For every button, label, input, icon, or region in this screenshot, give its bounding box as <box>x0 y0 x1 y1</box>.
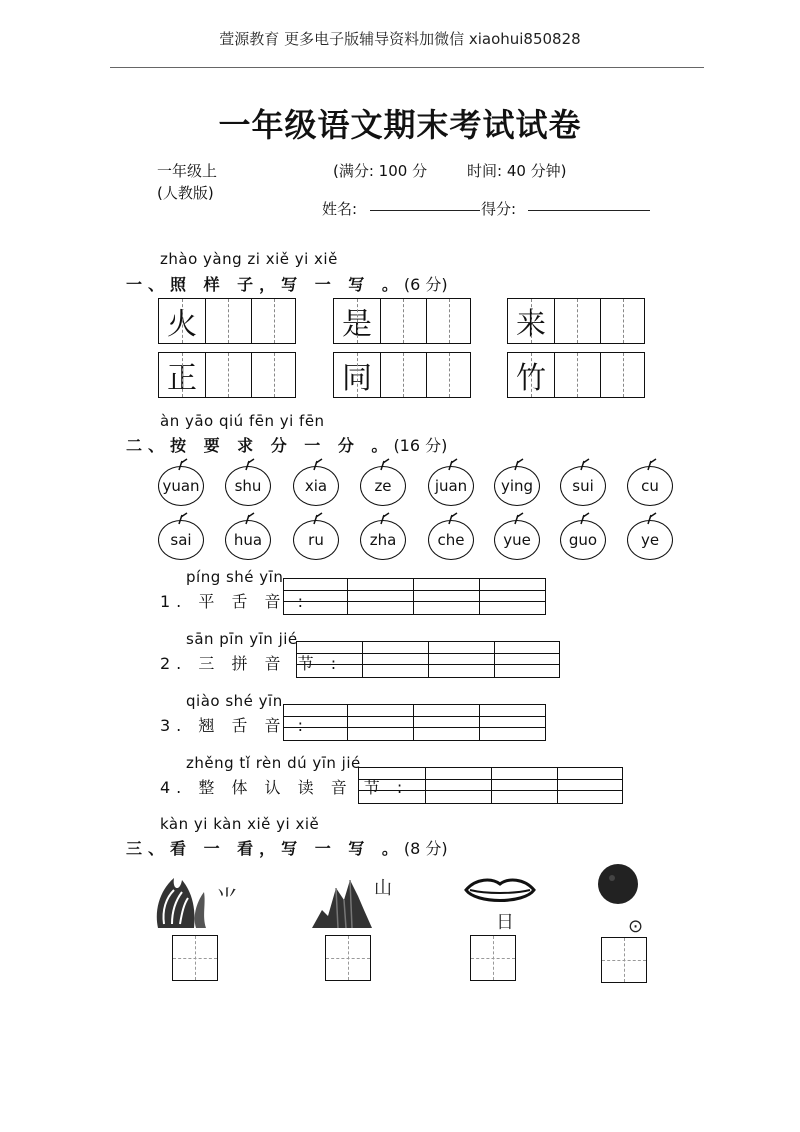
syllable-apple[interactable]: ze <box>360 466 406 506</box>
page-header-text: 萱源教育 更多电子版辅导资料加微信 xiaohui850828 <box>219 30 581 48</box>
fire-icon <box>152 870 242 932</box>
char-grid-4[interactable] <box>158 352 296 398</box>
grid-divider <box>531 299 532 343</box>
score-blank[interactable] <box>528 210 650 211</box>
item2-pinyin: sān pīn yīn jié <box>186 630 298 648</box>
apple-stem-icon <box>310 457 324 471</box>
time-label: 时间: 40 分钟) <box>467 162 567 180</box>
grid-divider <box>426 353 427 397</box>
apple-stem-icon <box>445 457 459 471</box>
grid-divider <box>205 299 206 343</box>
section2-title-text: 二、按 要 求 分 一 分 。 <box>126 436 394 455</box>
grid-divider <box>600 353 601 397</box>
grid-divider <box>182 299 183 343</box>
page-title: 一年级语文期末考试试卷 <box>218 106 582 144</box>
write-box-4[interactable] <box>601 937 647 983</box>
mountain-icon <box>310 870 400 932</box>
apple-stem-icon <box>242 457 256 471</box>
grid-divider <box>426 299 427 343</box>
apple-stem-icon <box>175 511 189 525</box>
apple-stem-icon <box>175 457 189 471</box>
syllable-apple[interactable]: che <box>428 520 474 560</box>
model-char: 同 <box>342 361 372 396</box>
grid-divider <box>274 353 275 397</box>
section3-title-text: 三、看 一 看，写 一 写 。 <box>126 839 404 858</box>
grid-divider <box>577 299 578 343</box>
name-blank[interactable] <box>370 210 480 211</box>
syllable-apple[interactable]: hua <box>225 520 271 560</box>
char-grid-3[interactable] <box>507 298 645 344</box>
write-box-1[interactable] <box>172 935 218 981</box>
item2-answer-table[interactable] <box>296 641 560 678</box>
char-grid-2[interactable] <box>333 298 471 344</box>
grid-divider <box>623 353 624 397</box>
model-char: 来 <box>516 307 546 342</box>
item4-pinyin: zhěng tǐ rèn dú yīn jié <box>186 754 361 772</box>
grid-divider <box>403 353 404 397</box>
section2-score: (16 分) <box>393 436 448 455</box>
syllable-apple[interactable]: shu <box>225 466 271 506</box>
syllable-apple[interactable]: sai <box>158 520 204 560</box>
model-char: 是 <box>342 307 372 342</box>
section2-pinyin: àn yāo qiú fēn yi fēn <box>160 412 325 430</box>
section3-pinyin: kàn yi kàn xiě yi xiě <box>160 815 320 833</box>
header-divider <box>110 67 704 68</box>
grid-divider <box>449 299 450 343</box>
apple-stem-icon <box>242 511 256 525</box>
syllable-apple[interactable]: yue <box>494 520 540 560</box>
section3-score: (8 分) <box>403 839 448 858</box>
apple-stem-icon <box>377 457 391 471</box>
grid-divider <box>403 299 404 343</box>
syllable-apple[interactable]: sui <box>560 466 606 506</box>
apple-stem-icon <box>377 511 391 525</box>
grid-divider <box>357 299 358 343</box>
score-label: 得分: <box>481 200 517 218</box>
grade-label: 一年级上 <box>157 162 218 180</box>
model-char: 竹 <box>516 361 546 396</box>
apple-stem-icon <box>577 511 591 525</box>
apple-stem-icon <box>644 511 658 525</box>
sun-glyph: ⊙ <box>628 916 644 937</box>
apple-stem-icon <box>644 457 658 471</box>
item1-pinyin: píng shé yīn <box>186 568 284 586</box>
name-label: 姓名: <box>322 200 358 218</box>
grid-divider <box>182 353 183 397</box>
apple-stem-icon <box>511 457 525 471</box>
grid-divider <box>380 353 381 397</box>
apple-stem-icon <box>511 511 525 525</box>
grid-divider <box>554 353 555 397</box>
write-box-3[interactable] <box>470 935 516 981</box>
item4-label: 4. 整 体 认 读 音 节 : <box>160 778 409 797</box>
syllable-apple[interactable]: cu <box>627 466 673 506</box>
item2-label: 2. 三 拼 音 节 : <box>160 654 343 673</box>
grid-divider <box>251 299 252 343</box>
char-grid-5[interactable] <box>333 352 471 398</box>
fire-glyph: ⺌ <box>216 887 239 912</box>
item1-label: 1. 平 舌 音 : <box>160 592 310 611</box>
full-score-label: (满分: 100 分 <box>333 162 428 180</box>
grid-divider <box>600 299 601 343</box>
grid-divider <box>228 299 229 343</box>
write-box-2[interactable] <box>325 935 371 981</box>
grid-divider <box>205 353 206 397</box>
section1-title <box>126 272 448 295</box>
syllable-apple[interactable]: guo <box>560 520 606 560</box>
mouth-glyph: 日 <box>496 912 514 932</box>
grid-divider <box>274 299 275 343</box>
mountain-glyph: 山 <box>374 878 392 899</box>
section2-title <box>126 433 447 456</box>
apple-stem-icon <box>445 511 459 525</box>
grid-divider <box>554 299 555 343</box>
grid-divider <box>228 353 229 397</box>
grid-divider <box>357 353 358 397</box>
syllable-apple[interactable]: ying <box>494 466 540 506</box>
model-char: 火 <box>167 307 197 342</box>
item3-answer-table[interactable] <box>283 704 546 741</box>
item3-pinyin: qiào shé yīn <box>186 692 283 710</box>
section1-title-text: 一、照 样 子，写 一 写 。 <box>126 275 404 294</box>
item3-label: 3. 翘 舌 音 : <box>160 716 310 735</box>
section1-score: (6 分) <box>403 275 448 294</box>
grid-divider <box>449 353 450 397</box>
syllable-apple[interactable]: ru <box>293 520 339 560</box>
section1-pinyin: zhào yàng zi xiě yi xiě <box>160 250 338 268</box>
sun-icon <box>590 862 660 938</box>
edition-label: (人教版) <box>157 184 214 202</box>
syllable-apple[interactable]: juan <box>428 466 474 506</box>
item4-answer-table[interactable] <box>358 767 623 804</box>
model-char: 正 <box>167 361 197 396</box>
grid-divider <box>380 299 381 343</box>
syllable-apple[interactable]: yuan <box>158 466 204 506</box>
mouth-icon <box>462 870 542 932</box>
char-grid-6[interactable] <box>507 352 645 398</box>
grid-divider <box>577 353 578 397</box>
grid-divider <box>531 353 532 397</box>
grid-divider <box>623 299 624 343</box>
apple-stem-icon <box>310 511 324 525</box>
syllable-apple[interactable]: ye <box>627 520 673 560</box>
syllable-apple[interactable]: xia <box>293 466 339 506</box>
grid-divider <box>251 353 252 397</box>
section3-title <box>126 836 448 859</box>
syllable-apple[interactable]: zha <box>360 520 406 560</box>
char-grid-1[interactable] <box>158 298 296 344</box>
apple-stem-icon <box>577 457 591 471</box>
item1-answer-table[interactable] <box>283 578 546 615</box>
